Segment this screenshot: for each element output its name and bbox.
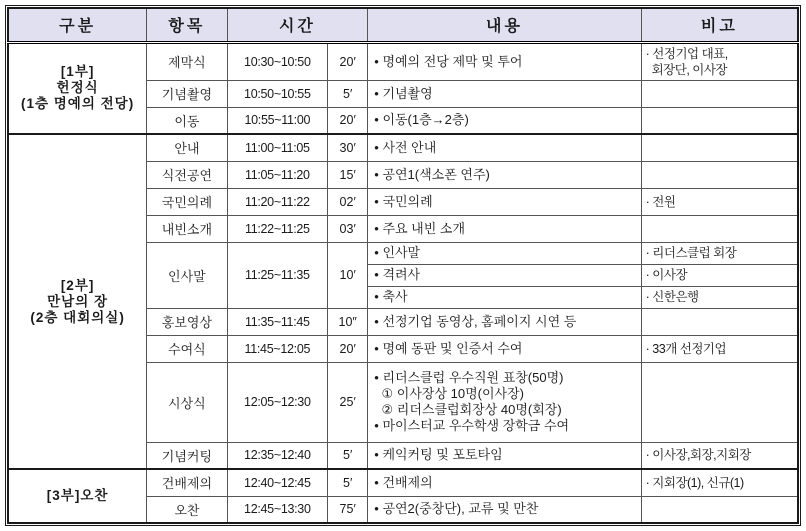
content-cell: [368, 308, 641, 335]
item-cell: 건배제의: [147, 469, 227, 496]
content-cell: [368, 442, 641, 469]
content-line: • 주요 내빈 소개: [374, 220, 466, 236]
content-line: • 명예의 전당 제막 및 투어: [374, 53, 523, 69]
content-cell: [368, 362, 641, 442]
col-header-note: 비고: [641, 8, 798, 42]
item-cell: 오찬: [147, 496, 227, 523]
duration-cell: 5′: [328, 442, 368, 469]
note-cell: [641, 161, 798, 188]
content-cell: [368, 469, 641, 496]
item-cell: 시상식: [147, 362, 227, 442]
note-cell: [641, 242, 798, 264]
section-label-line: 헌정식: [56, 80, 99, 96]
note-line: · 리더스클럽 회장: [645, 246, 737, 260]
content-line: • 마이스터교 우수학생 장학금 수여: [374, 418, 570, 433]
note-cell: [641, 264, 798, 286]
note-line: · 전원: [645, 194, 676, 209]
duration-cell: 25′: [328, 362, 368, 442]
section-2-label: [8, 134, 147, 469]
content-line: • 축사: [374, 289, 408, 304]
time-cell: 10:30~10:50: [227, 42, 328, 80]
section-label-line: [3부]오찬: [46, 488, 109, 503]
content-cell: [368, 161, 641, 188]
duration-cell: 10′: [328, 242, 368, 308]
section-label-line: (1층 명예의 전당): [20, 96, 135, 112]
content-line: • 공연1(색소폰 연주): [374, 166, 490, 182]
section-label-line: [2부]: [60, 277, 95, 293]
table-row: [8, 134, 798, 161]
content-cell: [368, 215, 641, 242]
content-cell: [368, 264, 641, 286]
duration-cell: 30′: [328, 134, 368, 161]
time-cell: 12:45~13:30: [227, 496, 328, 523]
content-line: ② 리더스클럽회장상 40명(회장): [374, 402, 562, 417]
time-cell: 11:05~11:20: [227, 161, 328, 188]
content-line: • 사전 안내: [374, 139, 437, 155]
header-row: [8, 8, 798, 42]
duration-cell: 15′: [328, 161, 368, 188]
content-line: • 리더스클럽 우수직원 표창(50명): [374, 370, 564, 385]
duration-cell: 10″: [328, 308, 368, 335]
duration-cell: 20′: [328, 42, 368, 80]
content-line: • 선정기업 동영상, 홈페이지 시연 등: [374, 313, 577, 329]
note-line: · 지회장(1), 신규(1): [645, 475, 744, 490]
content-line: • 국민의례: [374, 193, 433, 209]
content-line: • 격려사: [374, 267, 421, 282]
item-cell: 식전공연: [147, 161, 227, 188]
content-line: • 공연2(중창단), 교류 및 만찬: [374, 501, 539, 517]
note-cell: [641, 42, 798, 80]
time-cell: 11:25~11:35: [227, 242, 328, 308]
note-cell: [641, 335, 798, 362]
content-line: • 기념촬영: [374, 85, 433, 101]
time-cell: 11:22~11:25: [227, 215, 328, 242]
content-cell: [368, 286, 641, 308]
duration-cell: 5′: [328, 469, 368, 496]
item-cell: 이동: [147, 107, 227, 134]
note-cell: [641, 215, 798, 242]
content-cell: [368, 335, 641, 362]
time-cell: 12:05~12:30: [227, 362, 328, 442]
col-header-content: 내용: [368, 8, 641, 42]
item-cell: 인사말: [147, 242, 227, 308]
item-cell: 수여식: [147, 335, 227, 362]
note-line: · 이사장,회장,지회장: [645, 448, 751, 463]
content-line: • 인사말: [374, 245, 421, 260]
section-1-label: [8, 42, 147, 134]
time-cell: 11:35~11:45: [227, 308, 328, 335]
duration-cell: 20′: [328, 335, 368, 362]
content-cell: [368, 134, 641, 161]
col-header-gubun: 구분: [8, 8, 147, 42]
item-cell: 국민의례: [147, 188, 227, 215]
note-cell: [641, 442, 798, 469]
content-line: • 케익커팅 및 포토타임: [374, 447, 503, 463]
section-label-line: (2층 대회의실): [30, 309, 125, 325]
note-line: · 33개 선정기업: [645, 341, 727, 356]
program-table-frame: [5, 5, 801, 526]
table-row: [8, 469, 798, 496]
content-cell: [368, 80, 641, 107]
time-cell: 11:45~12:05: [227, 335, 328, 362]
duration-cell: 03′: [328, 215, 368, 242]
content-line: • 건배제의: [374, 474, 433, 490]
section-label-line: [1부]: [60, 64, 95, 80]
note-cell: [641, 80, 798, 107]
content-cell: [368, 496, 641, 523]
note-cell: [641, 308, 798, 335]
time-cell: 10:50~10:55: [227, 80, 328, 107]
duration-cell: 02′: [328, 188, 368, 215]
note-cell: [641, 134, 798, 161]
content-line: ① 이사장상 10명(이사장): [374, 386, 524, 401]
note-line: 회장단, 이사장: [645, 62, 728, 77]
content-line: • 이동(1층→2층): [374, 112, 469, 128]
time-cell: 12:35~12:40: [227, 442, 328, 469]
note-cell: [641, 496, 798, 523]
duration-cell: 5′: [328, 80, 368, 107]
time-cell: 11:00~11:05: [227, 134, 328, 161]
time-cell: 10:55~11:00: [227, 107, 328, 134]
note-cell: [641, 188, 798, 215]
content-cell: [368, 242, 641, 264]
item-cell: 홍보영상: [147, 308, 227, 335]
note-line: · 신한은행: [645, 290, 699, 304]
note-cell: [641, 362, 798, 442]
col-header-item: 항목: [147, 8, 227, 42]
section-label-line: 만남의 장: [47, 293, 109, 309]
col-header-time: 시간: [227, 8, 368, 42]
event-program-table: [7, 7, 799, 524]
note-cell: [641, 286, 798, 308]
content-cell: [368, 188, 641, 215]
item-cell: 기념커팅: [147, 442, 227, 469]
content-cell: [368, 107, 641, 134]
item-cell: 안내: [147, 134, 227, 161]
duration-cell: 75′: [328, 496, 368, 523]
item-cell: 제막식: [147, 42, 227, 80]
content-cell: [368, 42, 641, 80]
duration-cell: 20′: [328, 107, 368, 134]
table-row: [8, 42, 798, 80]
item-cell: 기념촬영: [147, 80, 227, 107]
note-cell: [641, 107, 798, 134]
section-3-label: [8, 469, 147, 523]
time-cell: 11:20~11:22: [227, 188, 328, 215]
time-cell: 12:40~12:45: [227, 469, 328, 496]
note-line: · 선정기업 대표,: [645, 46, 728, 61]
content-line: • 명예 동판 및 인증서 수여: [374, 340, 523, 356]
note-cell: [641, 469, 798, 496]
note-line: · 이사장: [645, 268, 688, 282]
item-cell: 내빈소개: [147, 215, 227, 242]
